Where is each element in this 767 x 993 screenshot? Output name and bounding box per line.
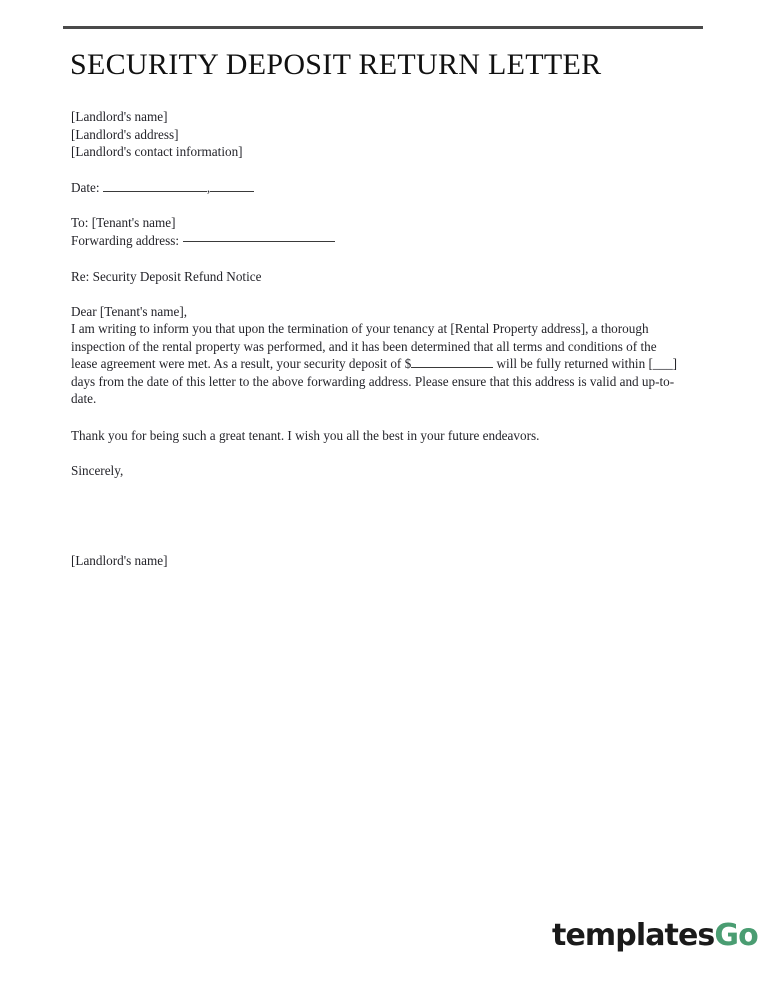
logo-text-main: templates (552, 918, 715, 953)
forwarding-address-label: Forwarding address: (71, 232, 180, 248)
signature-text: [Landlord's name] (71, 553, 168, 568)
sender-contact: [Landlord's contact information] (71, 144, 243, 160)
salutation-text: Dear [Tenant's name], (71, 304, 188, 319)
salutation (71, 303, 187, 321)
forwarding-address-blank[interactable] (183, 241, 335, 242)
recipient-to-label: To: (71, 215, 89, 230)
sender-name: [Landlord's name] (71, 109, 168, 124)
recipient-to-line (71, 214, 335, 232)
date-separator: , (206, 180, 211, 195)
recipient-block (71, 214, 335, 249)
subject-text: Re: Security Deposit Refund Notice (71, 269, 262, 284)
page-title: SECURITY DEPOSIT RETURN LETTER (70, 48, 602, 81)
date-label: Date: (71, 180, 100, 195)
signature-name (71, 552, 168, 570)
forwarding-address-line (71, 232, 335, 250)
recipient-to-value: [Tenant's name] (91, 215, 176, 230)
date-month-day-blank[interactable] (103, 191, 207, 192)
templatesgo-logo (552, 918, 758, 953)
subject-line (71, 268, 261, 286)
deposit-amount-blank[interactable] (411, 367, 493, 368)
sender-address: [Landlord's address] (71, 126, 179, 142)
date-year-blank[interactable] (210, 191, 254, 192)
signoff (71, 462, 123, 480)
logo-text-accent: Go (714, 918, 758, 953)
body-part-one: I am writing to inform you that upon the termination of your tenancy at [Rental Property address], a thorough inspection of the rental property was performed, and it has been determined that all terms and conditions of the lease agreement were met. As a result, your security deposit of $ (71, 321, 657, 372)
date-row (71, 179, 254, 197)
closing-thanks: Thank you for being such a great tenant. I wish you all the best in your future endeavors. (71, 428, 540, 443)
header-rule (63, 26, 703, 29)
body-paragraph (71, 320, 679, 408)
signoff-text: Sincerely, (71, 463, 124, 478)
body-part-two: will be fully returned within [___] days from the date of this letter to the above forwarding address. Please ensure that this address is valid and up-to-date. (71, 356, 678, 407)
sender-block (71, 108, 243, 161)
